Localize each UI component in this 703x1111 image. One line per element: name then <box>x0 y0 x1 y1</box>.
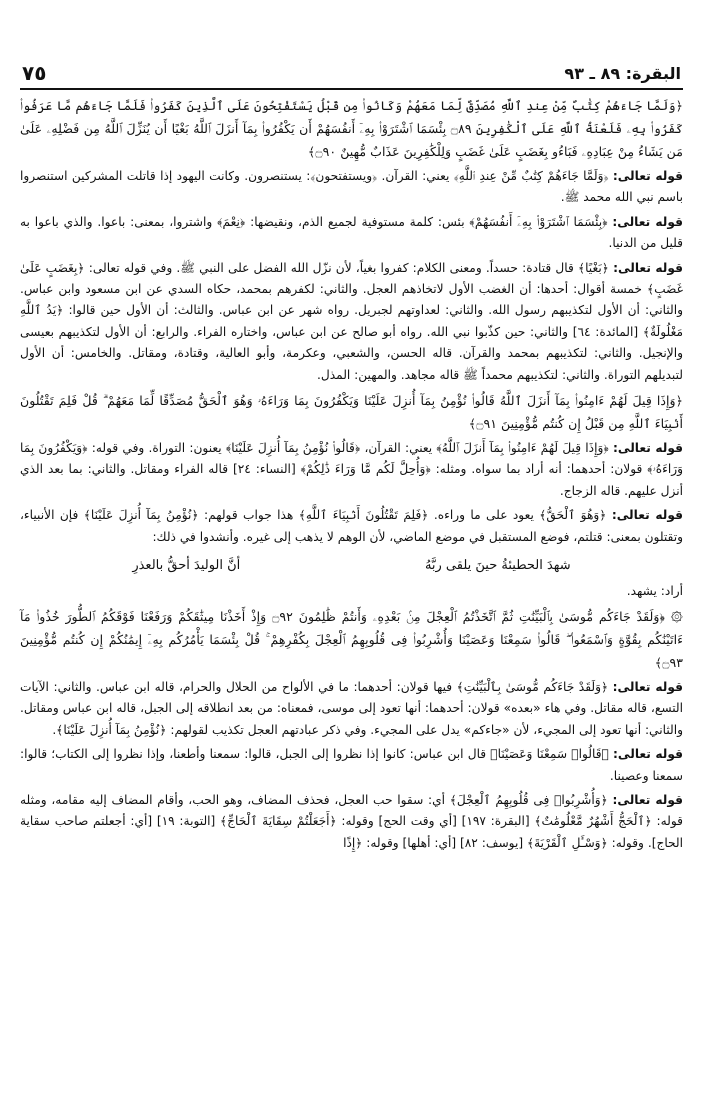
tafsir-paragraph <box>20 166 683 209</box>
paragraph-text: ﴿وَلَقَدْ جَاءَكُم مُّوسَىٰ بِٱلْبَيِّنَٰتِ﴾ فيها قولان: أحدهما: ما في الألواح من الحلال والحرام، قاله ابن عباس. والثاني: الآيات التسع، قاله مقاتل. وفي هاء «بعده» قولان: أحدهما: أنها تعود إلى موسى، فمعناه: من بعد انطلاقه إلى الجبل، قاله ابن عباس ومقاتل. والثاني: أنها تعود إلى المجيء، لأن «جاءكم» يدل على المجيء. وفي ذكر عبادتهم العجل تكذيب لقولهم: ﴿نُؤْمِنُ بِمَآ أُنزِلَ عَلَيْنَا﴾. <box>20 679 683 737</box>
paragraph-label: قوله تعالى: <box>612 214 683 229</box>
text-block-2 <box>20 605 683 854</box>
quran-verse <box>20 605 683 674</box>
paragraph-label: قوله تعالى: <box>613 441 684 456</box>
paragraph-label: قوله تعالى: <box>613 747 683 762</box>
paragraph-text: ﴿قَالُوا۟ سَمِعْنَا وَعَصَيْنَا﴾ قال ابن عباس: كانوا إذا نظروا إلى الجبل، قالوا: سمعنا وأطعنا، وإذا نظروا إلى الكتاب؛ قالوا: سمعنا وعصينا. <box>20 747 683 783</box>
tafsir-paragraph <box>20 258 683 386</box>
surah-verse-range: البقرة: ٨٩ ـ ٩٣ <box>564 63 681 83</box>
paragraph-label: قوله تعالى: <box>613 260 684 275</box>
paragraph-text: ﴿بِئْسَمَا ٱشْتَرَوْا۟ بِهِۦٓ أَنفُسَهُمْ﴾ بئس: كلمة مستوفية لجميع الذم، ونقيضها: ﴿نِعْمَ﴾ واشتروا، بمعنى: باعوا. والذي باعوا به قليل من الدنيا. <box>20 214 683 251</box>
paragraph-text: ﴿وَهُوَ ٱلْحَقُّ﴾ يعود على ما وراءه. ﴿فَلِمَ تَقْتُلُونَ أَنۢبِيَاءَ ٱللَّهِ﴾ هذا جواب قولهم: ﴿نُؤْمِنُ بِمَآ أُنزِلَ عَلَيْنَا﴾ فإن الأنبياء، وتقتلون بمعنى: قتلتم، فوضع المستقبل في موضع الماضي، لأن الوهم لا يذهب إلى غيره. وأنشدوا في ذلك: <box>20 508 683 544</box>
tafsir-paragraph <box>20 212 683 255</box>
quran-verse <box>20 94 683 163</box>
poem-hemistich-left: أنَّ الوليدَ أحقُّ بالعذرِ <box>132 558 241 574</box>
tafsir-paragraph <box>20 438 683 502</box>
paragraph-text: ﴿وَلَمَّا جَاءَهُمْ كِتَٰبٌ مِّنْ عِندِ ٱللَّهِ مُصَدِّقٌ لِّمَا مَعَهُمْ وَكَانُوا۟ مِن قَبْلُ يَسْتَفْتِحُونَ عَلَى ٱلَّذِينَ كَفَرُوا۟ فَلَمَّا جَاءَهُم مَّا عَرَفُوا۟ كَفَرُوا۟ بِهِۦ فَلَعْنَةُ ٱللَّهِ عَلَى ٱلْكَٰفِرِينَ ۝٨٩ بِئْسَمَا ٱشْتَرَوْا۟ بِهِۦٓ أَنفُسَهُمْ أَن يَكْفُرُوا۟ بِمَآ أَنزَلَ ٱللَّهُ بَغْيًا أَن يُنَزِّلَ ٱللَّهُ مِن فَضْلِهِۦ عَلَىٰ مَن يَشَاءُ مِنْ عِبَادِهِۦ فَبَاءُو بِغَضَبٍ عَلَىٰ غَضَبٍ وَلِلْكَٰفِرِينَ عَذَابٌ مُّهِينٌ ۝٩٠﴾ <box>20 98 684 159</box>
tafsir-paragraph <box>20 677 683 741</box>
paragraph-text: ۞ ﴿وَلَقَدْ جَاءَكُم مُّوسَىٰ بِٱلْبَيِّنَٰتِ ثُمَّ ٱتَّخَذْتُمُ ٱلْعِجْلَ مِنۢ بَعْدِهِۦ وَأَنتُمْ ظَٰلِمُونَ ۝٩٢ وَإِذْ أَخَذْنَا مِيثَٰقَكُمْ وَرَفَعْنَا فَوْقَكُمُ ٱلطُّورَ خُذُوا۟ مَآ ءَاتَيْنَٰكُم بِقُوَّةٍ وَٱسْمَعُوا۟ ۖ قَالُوا۟ سَمِعْنَا وَعَصَيْنَا وَأُشْرِبُوا۟ فِى قُلُوبِهِمُ ٱلْعِجْلَ بِكُفْرِهِمْ ۚ قُلْ بِئْسَمَا يَأْمُرُكُم بِهِۦٓ إِيمَٰنُكُمْ إِن كُنتُم مُّؤْمِنِينَ ۝٩٣﴾ <box>20 608 683 670</box>
tafsir-paragraph <box>20 505 683 548</box>
paragraph-text: ﴿وَلَمَّا جَاءَهُمْ كِتَٰبٌ مِّنْ عِندِ ٱللَّهِ﴾ يعني: القرآن. ﴿ويستفتحون﴾: يستنصرون. وكانت اليهود إذا قاتلت المشركين استنصروا باسم نبي الله محمد ﷺ. <box>20 169 683 205</box>
paragraph-text: ﴿وَإِذَا قِيلَ لَهُمْ ءَامِنُوا۟ بِمَآ أَنزَلَ ٱللَّهُ قَالُوا۟ نُؤْمِنُ بِمَآ أُنزِلَ عَلَيْنَا وَيَكْفُرُونَ بِمَا وَرَاءَهُۥ وَهُوَ ٱلْحَقُّ مُصَدِّقًا لِّمَا مَعَهُمْ ۗ قُلْ فَلِمَ تَقْتُلُونَ أَنۢبِيَاءَ ٱللَّهِ مِن قَبْلُ إِن كُنتُم مُّؤْمِنِينَ ۝٩١﴾ <box>20 393 683 432</box>
paragraph-text: ﴿وَإِذَا قِيلَ لَهُمْ ءَامِنُوا۟ بِمَآ أَنزَلَ ٱللَّهُ﴾ يعني: القرآن، ﴿قَالُوا۟ نُؤْمِنُ بِمَآ أُنزِلَ عَلَيْنَا﴾ يعنون: التوراة. وفي قوله: ﴿وَيَكْفُرُونَ بِمَا وَرَاءَهُۥ﴾ قولان: أحدهما: أنه أراد بما سواه. ومثله: ﴿وَأُحِلَّ لَكُم مَّا وَرَاءَ ذَٰلِكُمْ﴾ [النساء: ٢٤] قاله الفراء ومقاتل. والثاني: بما بعد الذي أنزل عليهم. قاله الزجاج. <box>20 441 683 498</box>
page-number: ٧٥ <box>22 61 47 85</box>
header-divider <box>20 88 683 90</box>
text-block-1 <box>20 94 683 548</box>
poem-note: أراد: يشهد. <box>626 583 683 598</box>
tafsir-paragraph <box>20 744 683 787</box>
paragraph-text: ﴿بَغْيًا﴾ قال قتادة: حسداً. ومعنى الكلام: كفروا بغياً، لأن نزّل الله الفضل على النبي ﷺ. وفي قوله تعالى: ﴿بِغَضَبٍ عَلَىٰ غَضَبٍ﴾ خمسة أقوال: أحدها: أن الغضب الأول لاتخاذهم العجل. والثاني: لكفرهم بمحمد، حكاه السدي عن ابن مسعود وابن عباس. والثاني: أن الأول لتكذيبهم رسول الله. والثاني: لعداوتهم لجبريل. رواه شهر عن ابن عباس. والثالث: أن الأول حين قالوا: ﴿يَدُ ٱللَّهِ مَغْلُولَةٌ﴾ [المائدة: ٦٤] والثاني: حين كذّبوا نبي الله. رواه أبو صالح عن ابن عباس، واختاره الفراء. والرابع: أن الأول لتكذيبهم بعيسى والإنجيل. والثاني: لتكذيبهم بمحمد والقرآن. قاله الحسن، والشعبي، وعكرمة، وأبو العالية، وقتادة، ومقاتل. والخامس: أن الأول لتبديلهم التوراة. والثاني: لتكذيبهم محمداً ﷺ قاله مجاهد. والمهين: المذل. <box>20 260 683 382</box>
quran-verse <box>20 389 683 435</box>
tafsir-paragraph <box>20 790 683 854</box>
paragraph-text: ﴿وَأُشْرِبُوا۟ فِى قُلُوبِهِمُ ٱلْعِجْلَ﴾ أي: سقوا حب العجل، فحذف المضاف، وهو الحب، وأقام المضاف إليه مقامه، ومثله قوله: ﴿ٱلْحَجُّ أَشْهُرٌ مَّعْلُومَٰتٌ﴾ [البقرة: ١٩٧] [أي وقت الحج] وقوله: ﴿أَجَعَلْتُمْ سِقَايَةَ ٱلْحَاجِّ﴾ [التوبة: ١٩] [أي: أجعلتم صاحب سقاية الحاج]. وقوله: ﴿وَسْـَٔلِ ٱلْقَرْيَةَ﴾ [يوسف: ٨٢] [أي: أهلها] وقوله: ﴿إِذًا <box>20 792 683 850</box>
poetry-verse <box>20 551 683 580</box>
paragraph-label: قوله تعالى: <box>612 169 683 183</box>
page-header <box>22 60 681 86</box>
paragraph-label: قوله تعالى: <box>612 792 683 807</box>
paragraph-label: قوله تعالى: <box>612 679 683 694</box>
page-body <box>20 94 683 857</box>
paragraph-label: قوله تعالى: <box>611 508 684 523</box>
poem-hemistich-right: شهدَ الحطيئةُ حينَ يلقى ربَّهُ <box>424 558 571 574</box>
